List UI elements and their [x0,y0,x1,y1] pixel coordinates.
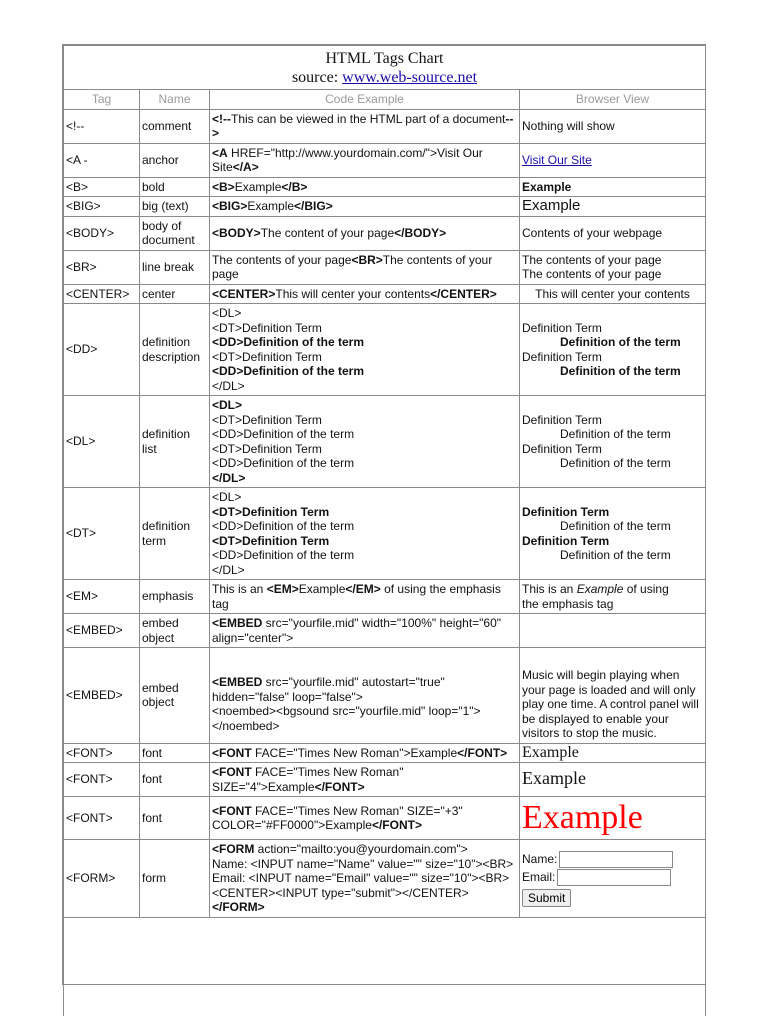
tag-cell: <EMBED> [64,648,140,744]
code-example-cell [210,250,520,284]
rows.4.code-segment: <BODY> [212,225,261,240]
table-row [64,763,706,797]
rows.9.code-segment: <DD>Definition of the term [212,519,355,533]
rows.7.code-segment: <DT>Definition Term [212,349,322,364]
source-prefix: source: [291,69,343,86]
code-example-cell [210,109,520,143]
rows.5.code-segment: The contents of your page [212,252,493,281]
tag-cell: <FONT> [64,743,140,763]
rows.15.code-segment: FACE="Times New Roman" SIZE="+3" COLOR="#FF0000">Example [212,803,463,832]
name-cell: definition term [140,488,210,580]
rows.4.code-segment: The content of your page [260,225,395,240]
rows.7.view-segment: Definition Term [522,320,602,335]
rows.9.code-segment: <DT>Definition Term [212,533,330,548]
empty-row [64,917,706,1016]
rows.14.code-segment: <FONT [212,765,252,779]
code-example-cell [210,396,520,488]
rows.6.code-segment: </CENTER> [430,286,497,301]
name-cell: anchor [140,143,210,177]
tag-cell: <EM> [64,580,140,614]
rows.12.view-segment: Music will begin playing when your page is loaded and will only play one time. A control panel will be displayed to enable your visitors to stop the music. [522,668,699,740]
rows.9.view-segment: Definition of the term [560,548,671,562]
rows.9.code-segment: </DL> [212,562,245,577]
rows.1.code-segment: HREF="http://www.yourdomain.com/">Visit Our Site [212,145,483,174]
browser-view-cell [520,763,706,797]
name-cell: bold [140,177,210,197]
submit-button[interactable]: Submit [522,889,571,907]
rows.16.code-segment: action="mailto:you@yourdomain.com"> [254,842,468,856]
code-example-cell [210,216,520,250]
column-header-code: Code Example [210,90,520,110]
rows.10.view-segment: This is an [522,582,577,596]
rows.5.view-segment: The contents of your page [522,267,662,281]
rows.11.code-segment: src="yourfile.mid" width="100%" height="60" align="center"> [212,616,502,645]
code-example-cell [210,648,520,744]
tag-cell: <BIG> [64,197,140,217]
rows.7.code-segment: <DD>Definition of the term [212,335,365,349]
rows.9.code-segment: <DT>Definition Term [212,504,330,519]
tag-cell: <DL> [64,396,140,488]
column-header-name: Name [140,90,210,110]
document-frame [62,44,706,985]
tag-cell: <B> [64,177,140,197]
table-row [64,177,706,197]
browser-view-cell [520,614,706,648]
rows.16.code-segment: Name: <INPUT name="Name" value="" size="10"><BR> [212,856,514,871]
rows.2.code-segment: </B> [281,179,308,194]
code-example-cell [210,488,520,580]
source-line [66,68,703,87]
code-example-cell [210,797,520,840]
name-cell: body of document [140,216,210,250]
rows.9.code-segment: <DL> [212,490,242,504]
rows.5.code-segment: <BR> [351,252,383,267]
rows.8.code-segment: </DL> [212,470,246,485]
rows.15.code-segment: </FONT> [371,818,422,832]
name-cell: big (text) [140,197,210,217]
rows.12.code-segment: src="yourfile.mid" autostart="true" hidden="false" loop="false"> [212,675,445,704]
rows.8.code-segment: <DL> [212,398,243,412]
rows.3.code-segment: </BIG> [294,199,333,213]
browser-view-cell [520,284,706,304]
browser-view-cell [520,797,706,840]
table-row [64,250,706,284]
browser-view-cell [520,177,706,197]
rows.9.view-segment: Definition Term [522,533,610,548]
rows.13.view-segment: Example [522,743,579,761]
tag-cell: <CENTER> [64,284,140,304]
rows.16.code-segment: Email: <INPUT name="Email" value="" size="10"><BR> [212,871,510,885]
rows.8.code-segment: <DD>Definition of the term [212,427,355,441]
tag-cell: <A - [64,143,140,177]
name-cell: definition description [140,304,210,396]
code-example-cell [210,743,520,763]
table-row [64,648,706,744]
rows.16.code-segment: </FORM> [212,900,265,914]
code-example-cell [210,197,520,217]
rows.6.code-segment: This will center your contents [275,286,431,301]
form-email-input[interactable] [557,869,671,886]
rows.7.code-segment: <DD>Definition of the term [212,364,365,378]
table-row [64,743,706,763]
tag-cell: <DT> [64,488,140,580]
code-example-cell [210,763,520,797]
rows.13.code-segment: FACE="Times New Roman">Example [251,745,458,760]
rows.3.code-segment: Example [247,199,295,213]
rows.5.view-segment: The contents of your page [522,252,662,267]
rows.8.code-segment: <DT>Definition Term [212,412,322,427]
rows.2.view-segment: Example [522,179,572,194]
form-name-input[interactable] [559,851,673,868]
chart-title: HTML Tags Chart [325,50,444,67]
rows.12.code-segment: </noembed> [212,718,280,733]
table-row [64,284,706,304]
name-cell: emphasis [140,580,210,614]
rows.8.code-segment: <DT>Definition Term [212,441,322,456]
form-name-line [522,851,703,868]
table-body [64,109,706,1016]
tag-cell: <FORM> [64,840,140,918]
empty-cell [64,917,706,1016]
tag-cell: <!-- [64,109,140,143]
rows.9.code-segment: <DD>Definition of the term [212,548,355,562]
tag-cell: <FONT> [64,763,140,797]
rows.10.code-segment: This is an [212,582,267,596]
tag-cell: <FONT> [64,797,140,840]
rows.8.view-segment: Definition of the term [560,456,671,470]
rows.10.code-segment: <EM> [266,582,299,596]
rows.6.code-segment: <CENTER> [212,286,276,301]
rows.8.code-segment: <DD>Definition of the term [212,456,355,470]
table-row [64,797,706,840]
tag-cell: <EMBED> [64,614,140,648]
rows.0.code-segment: This can be viewed in the HTML part of a document [231,111,506,126]
column-header-view: Browser View [520,90,706,110]
rows.1.view-segment[interactable]: Visit Our Site [522,152,592,167]
rows.2.code-segment: <B> [212,179,235,194]
rows.5.code-segment: The contents of your page [212,252,352,267]
rows.16.code-segment: <FORM [212,842,255,856]
rows.8.view-segment: Definition Term [522,412,602,427]
table-row [64,304,706,396]
table-row [64,488,706,580]
rows.10.view-segment: of using [623,582,669,596]
form-name-label: Name: [522,852,558,866]
name-cell: font [140,763,210,797]
code-example-cell [210,143,520,177]
table-row [64,143,706,177]
rows.7.code-segment: </DL> [212,378,245,393]
column-header-row [64,90,706,110]
rows.10.code-segment: Example [298,582,346,596]
column-header-tag: Tag [64,90,140,110]
rows.0.code-segment: --> [212,111,514,140]
table-row [64,216,706,250]
tag-cell: <BODY> [64,216,140,250]
browser-view-cell [520,580,706,614]
form-email-line [522,869,703,886]
rows.6.view-segment: This will center your contents [535,286,690,301]
table-row [64,109,706,143]
name-cell: embed object [140,648,210,744]
browser-view-cell [520,304,706,396]
rows.1.code-segment: </A> [232,160,259,174]
table-row [64,614,706,648]
rows.13.code-segment: <FONT [212,745,252,760]
browser-view-cell [520,396,706,488]
rows.4.view-segment: Contents of your webpage [522,225,663,240]
rows.7.view-segment: Definition of the term [560,364,681,378]
name-cell: center [140,284,210,304]
rows.7.code-segment: <DT>Definition Term [212,320,322,335]
rows.14.view-segment: Example [522,768,586,789]
code-example-cell [210,304,520,396]
rows.7.view-segment: Definition of the term [560,335,681,349]
code-example-cell [210,284,520,304]
rows.11.code-segment: <EMBED [212,616,263,630]
rows.7.code-segment: <DL> [212,306,242,320]
browser-view-cell [520,143,706,177]
rows.2.code-segment: Example [234,179,282,194]
rows.10.view-segment: Example [576,582,624,596]
name-cell: embed object [140,614,210,648]
browser-view-cell [520,488,706,580]
title-row [64,46,706,90]
name-cell: font [140,743,210,763]
rows.0.code-segment: <!-- [212,111,231,126]
rows.0.view-segment: Nothing will show [522,118,615,133]
code-example-cell [210,580,520,614]
name-cell: comment [140,109,210,143]
name-cell: definition list [140,396,210,488]
browser-view-cell [520,109,706,143]
table-row [64,396,706,488]
form-email-label: Email: [522,870,556,884]
browser-view-cell [520,743,706,763]
rows.13.code-segment: </FONT> [457,745,508,760]
table-row [64,580,706,614]
code-example-cell [210,177,520,197]
rows.8.view-segment: Definition of the term [560,427,671,441]
html-tags-table [63,45,706,1016]
rows.10.code-segment: of using the emphasis tag [212,582,501,611]
browser-view-cell [520,250,706,284]
rows.14.code-segment: FACE="Times New Roman" SIZE="4">Example [212,765,404,794]
rows.10.view-segment: the emphasis tag [522,596,614,611]
rows.14.code-segment: </FONT> [314,779,365,794]
table-row [64,197,706,217]
rows.9.view-segment: Definition Term [522,504,610,519]
name-cell: line break [140,250,210,284]
name-cell: font [140,797,210,840]
browser-view-cell [520,648,706,744]
rows.10.code-segment: </EM> [345,582,381,596]
source-link[interactable]: www.web-source.net [342,69,478,86]
rows.3.code-segment: <BIG> [212,199,248,213]
rows.12.code-segment: <EMBED [212,675,263,690]
tag-cell: <DD> [64,304,140,396]
rows.3.view-segment: Example [522,197,581,214]
rows.15.code-segment: <FONT [212,803,252,818]
rows.16.code-segment: <CENTER><INPUT type="submit"></CENTER> [212,885,469,900]
rows.1.code-segment: <A [212,145,228,160]
rows.4.code-segment: </BODY> [394,225,447,240]
tag-cell: <BR> [64,250,140,284]
table-row [64,840,706,918]
rows.12.code-segment: <noembed><bgsound src="yourfile.mid" loop="1"> [212,704,481,719]
rows.8.view-segment: Definition Term [522,441,602,456]
browser-view-cell [520,216,706,250]
rows.7.view-segment: Definition Term [522,349,602,364]
code-example-cell [210,840,520,918]
rows.9.view-segment: Definition of the term [560,519,671,533]
name-cell: form [140,840,210,918]
browser-view-cell [520,840,706,918]
title-cell [64,46,706,90]
browser-view-cell [520,197,706,217]
code-example-cell [210,614,520,648]
rows.15.view-segment: Example [522,799,643,836]
